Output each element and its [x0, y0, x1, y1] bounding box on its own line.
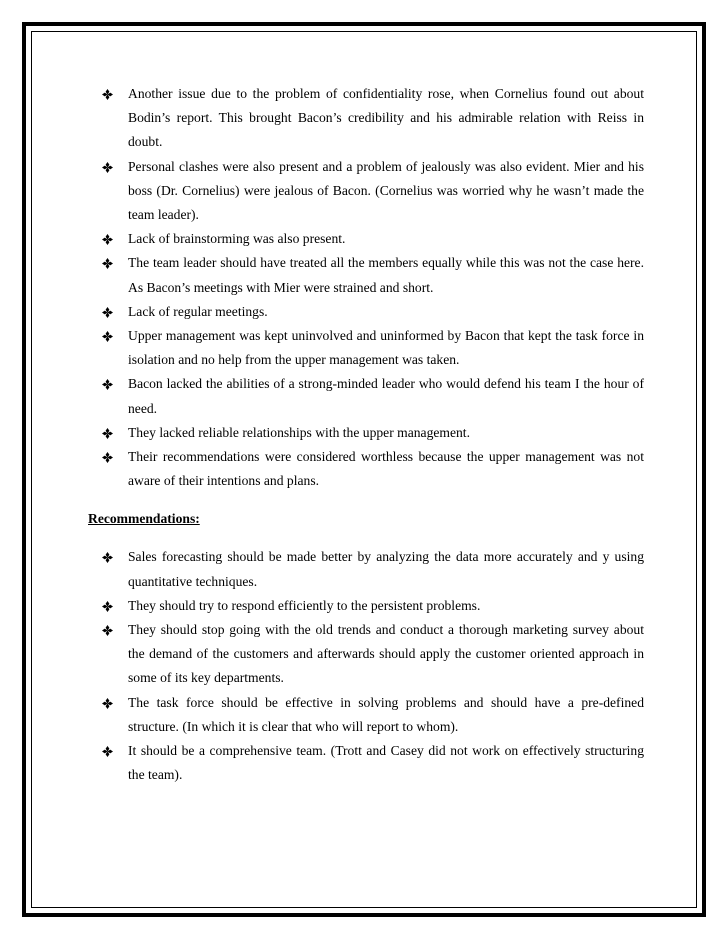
issue-item	[88, 227, 644, 251]
page-content	[88, 82, 644, 787]
four-diamond-bullet-icon	[102, 691, 118, 715]
recommendation-item	[88, 545, 644, 593]
four-diamond-bullet-icon	[102, 421, 118, 445]
issue-item	[88, 155, 644, 228]
issue-item	[88, 372, 644, 420]
issue-item-text: Another issue due to the problem of confidentiality rose, when Cornelius found out about Bodin’s report. This brought Bacon’s credibility and his admirable relation with Reiss in doubt.	[128, 86, 644, 150]
four-diamond-bullet-icon	[102, 82, 118, 106]
recommendation-item	[88, 691, 644, 739]
issue-item	[88, 445, 644, 493]
issue-item-text: Their recommendations were considered worthless because the upper management was not aware of their intentions and plans.	[128, 449, 644, 489]
four-diamond-bullet-icon	[102, 594, 118, 618]
recommendations-heading: Recommendations:	[88, 511, 200, 527]
issue-item-text: Lack of brainstorming was also present.	[128, 231, 346, 247]
issue-item	[88, 421, 644, 445]
issue-item-text: Lack of regular meetings.	[128, 303, 268, 319]
four-diamond-bullet-icon	[102, 372, 118, 396]
four-diamond-bullet-icon	[102, 227, 118, 251]
four-diamond-bullet-icon	[102, 300, 118, 324]
four-diamond-bullet-icon	[102, 739, 118, 763]
recommendation-item-text: They should try to respond efficiently to the persistent problems.	[128, 597, 481, 613]
recommendation-item	[88, 594, 644, 618]
recommendation-item-text: It should be a comprehensive team. (Trott and Casey did not work on effectively structuring the team).	[128, 743, 644, 783]
recommendation-item	[88, 739, 644, 787]
issue-item-text: Personal clashes were also present and a problem of jealously was also evident. Mier and his boss (Dr. Cornelius) were jealous of Bacon. (Cornelius was worried why he wasn’t made the team leader).	[128, 158, 644, 223]
four-diamond-bullet-icon	[102, 251, 118, 275]
four-diamond-bullet-icon	[102, 324, 118, 348]
issue-item	[88, 251, 644, 299]
four-diamond-bullet-icon	[102, 445, 118, 469]
recommendations-list	[88, 545, 644, 787]
issue-item	[88, 324, 644, 372]
issue-item	[88, 82, 644, 155]
issues-list	[88, 82, 644, 493]
four-diamond-bullet-icon	[102, 545, 118, 569]
recommendation-item-text: Sales forecasting should be made better by analyzing the data more accurately and y using quantitative techniques.	[128, 549, 644, 589]
four-diamond-bullet-icon	[102, 618, 118, 642]
issue-item-text: Bacon lacked the abilities of a strong-minded leader who would defend his team I the hour of need.	[128, 376, 644, 416]
recommendation-item-text: They should stop going with the old trends and conduct a thorough marketing survey about the demand of the customers and afterwards should apply the customer oriented approach in some of its key departments.	[128, 622, 644, 686]
recommendation-item	[88, 618, 644, 691]
issue-item-text: They lacked reliable relationships with the upper management.	[128, 424, 470, 440]
recommendation-item-text: The task force should be effective in solving problems and should have a pre-defined structure. (In which it is clear that who will report to whom).	[128, 694, 644, 734]
four-diamond-bullet-icon	[102, 155, 118, 179]
issue-item	[88, 300, 644, 324]
issue-item-text: The team leader should have treated all the members equally while this was not the case here. As Bacon’s meetings with Mier were strained and short.	[128, 255, 644, 295]
issue-item-text: Upper management was kept uninvolved and uninformed by Bacon that kept the task force in isolation and no help from the upper management was taken.	[128, 328, 644, 368]
